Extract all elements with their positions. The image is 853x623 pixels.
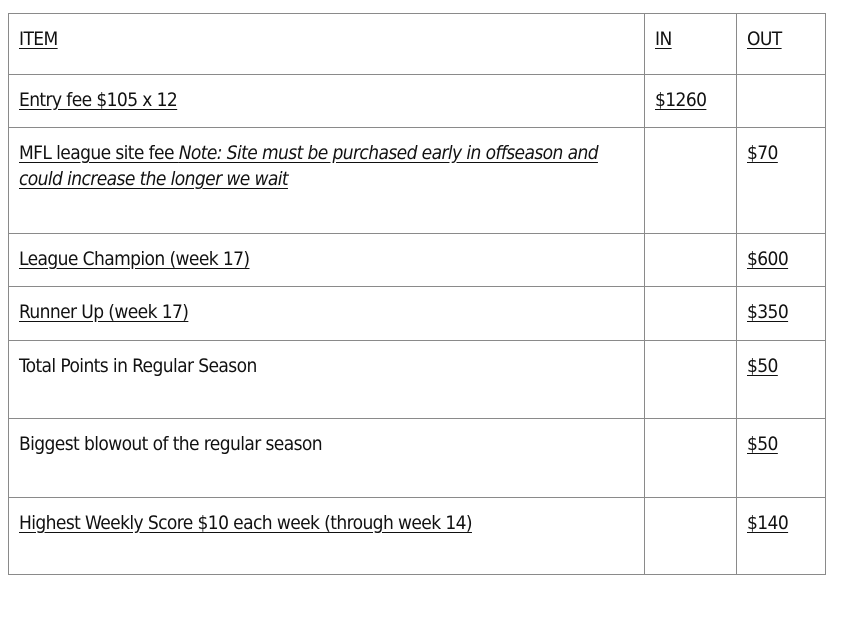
header-out: OUT — [747, 28, 782, 50]
out-cell — [737, 341, 826, 419]
in-cell — [645, 75, 737, 128]
item-label: Entry fee $105 x 12 — [19, 89, 178, 111]
item-cell — [9, 498, 645, 575]
table-row — [9, 419, 826, 498]
in-cell — [645, 341, 737, 419]
header-out-cell — [737, 14, 826, 75]
item-label: League Champion (week 17) — [19, 248, 250, 270]
out-amount: $350 — [747, 301, 789, 323]
in-amount: $1260 — [655, 89, 707, 111]
item-cell — [9, 234, 645, 287]
out-cell — [737, 287, 826, 341]
out-amount: $140 — [747, 512, 789, 534]
item-cell — [9, 128, 645, 234]
header-in: IN — [655, 28, 672, 50]
in-cell — [645, 498, 737, 575]
out-cell — [737, 498, 826, 575]
table-row — [9, 287, 826, 341]
header-item: ITEM — [19, 28, 58, 50]
item-cell — [9, 419, 645, 498]
item-cell — [9, 341, 645, 419]
in-cell — [645, 287, 737, 341]
header-in-cell — [645, 14, 737, 75]
item-cell — [9, 75, 645, 128]
table-row — [9, 234, 826, 287]
out-amount: $50 — [747, 433, 778, 455]
out-cell — [737, 75, 826, 128]
table-row — [9, 128, 826, 234]
table-row — [9, 498, 826, 575]
in-cell — [645, 128, 737, 234]
out-amount: $70 — [747, 142, 778, 164]
item-label: Highest Weekly Score $10 each week (through week 14) — [19, 512, 472, 534]
item-cell — [9, 287, 645, 341]
table-row — [9, 341, 826, 419]
table-header-row — [9, 14, 826, 75]
in-cell — [645, 234, 737, 287]
in-cell — [645, 419, 737, 498]
item-label: Total Points in Regular Season — [19, 355, 257, 377]
out-cell — [737, 128, 826, 234]
header-item-cell — [9, 14, 645, 75]
out-amount: $50 — [747, 355, 778, 377]
table-row — [9, 75, 826, 128]
out-cell — [737, 234, 826, 287]
item-label: MFL league site fee — [19, 142, 179, 164]
item-label: Biggest blowout of the regular season — [19, 433, 322, 455]
out-amount: $600 — [747, 248, 789, 270]
item-label: Runner Up (week 17) — [19, 301, 189, 323]
payout-table — [8, 13, 826, 575]
out-cell — [737, 419, 826, 498]
item-note: Note: Site must be purchased early in offseason and could increase the longer we wait — [19, 142, 598, 190]
